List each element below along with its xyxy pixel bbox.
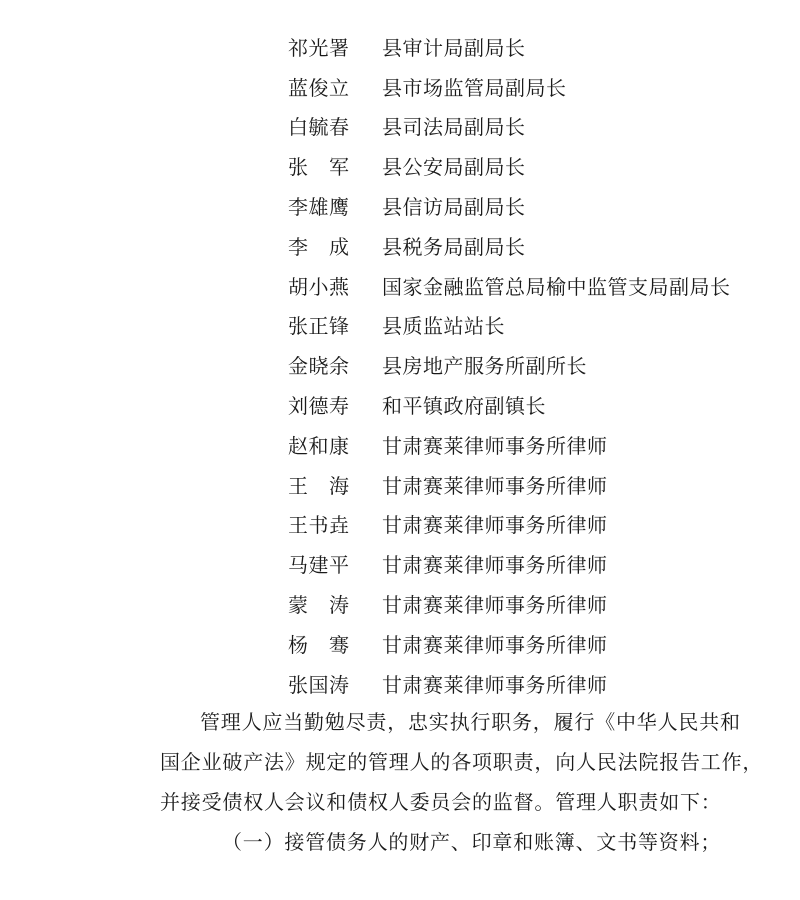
member-name: 蓝俊立 [288, 75, 350, 100]
member-title: 甘肃赛莱律师事务所律师 [382, 553, 608, 578]
duty-paragraph-line-3: 并接受债权人会议和债权人委员会的监督。管理人职责如下： [160, 790, 722, 814]
member-title: 甘肃赛莱律师事务所律师 [382, 473, 608, 498]
member-row [288, 307, 768, 347]
member-title: 甘肃赛莱律师事务所律师 [382, 433, 608, 458]
member-name: 祁光署 [288, 35, 350, 60]
member-title: 县质监站站长 [382, 314, 505, 339]
member-name: 赵和康 [288, 433, 350, 458]
member-row [288, 108, 768, 148]
member-name: 刘德寿 [288, 394, 350, 419]
member-name: 金晓余 [288, 354, 350, 379]
member-title: 县信访局副局长 [382, 195, 526, 220]
duty-paragraph-line-2: 国企业破产法》规定的管理人的各项职责，向人民法院报告工作， [160, 750, 764, 774]
member-row [288, 346, 768, 386]
member-row [288, 625, 768, 665]
member-title: 甘肃赛莱律师事务所律师 [382, 593, 608, 618]
member-title: 甘肃赛莱律师事务所律师 [382, 513, 608, 538]
member-name: 张正锋 [288, 314, 350, 339]
member-name: 蒙 涛 [288, 593, 350, 618]
member-title: 县司法局副局长 [382, 115, 526, 140]
member-row [288, 426, 768, 466]
member-name: 张国涛 [288, 672, 350, 697]
duty-item-1: （一）接管债务人的财产、印章和账簿、文书等资料； [222, 830, 722, 854]
member-title: 和平镇政府副镇长 [382, 394, 546, 419]
member-row [288, 227, 768, 267]
member-name: 马建平 [288, 553, 350, 578]
member-name: 杨 骞 [288, 632, 350, 657]
member-row [288, 545, 768, 585]
member-name: 白毓春 [288, 115, 350, 140]
member-name: 胡小燕 [288, 274, 350, 299]
member-row [288, 506, 768, 546]
member-name: 李 成 [288, 234, 350, 259]
member-name: 王书垚 [288, 513, 350, 538]
duty-paragraph-line-1: 管理人应当勤勉尽责，忠实执行职务，履行《中华人民共和 [200, 710, 741, 734]
member-title: 县公安局副局长 [382, 155, 526, 180]
member-row [288, 386, 768, 426]
member-row [288, 585, 768, 625]
member-row [288, 267, 768, 307]
member-title: 县市场监管局副局长 [382, 75, 567, 100]
member-title: 县税务局副局长 [382, 234, 526, 259]
member-row [288, 68, 768, 108]
member-row [288, 28, 768, 68]
member-row [288, 187, 768, 227]
member-title: 县审计局副局长 [382, 35, 526, 60]
member-row [288, 665, 768, 705]
member-title: 甘肃赛莱律师事务所律师 [382, 632, 608, 657]
member-name: 王 海 [288, 473, 350, 498]
member-row [288, 466, 768, 506]
member-title: 甘肃赛莱律师事务所律师 [382, 672, 608, 697]
member-name: 张 军 [288, 155, 350, 180]
member-row [288, 147, 768, 187]
member-list [288, 28, 768, 705]
member-name: 李雄鹰 [288, 195, 350, 220]
member-title: 国家金融监管总局榆中监管支局副局长 [382, 274, 731, 299]
member-title: 县房地产服务所副所长 [382, 354, 587, 379]
